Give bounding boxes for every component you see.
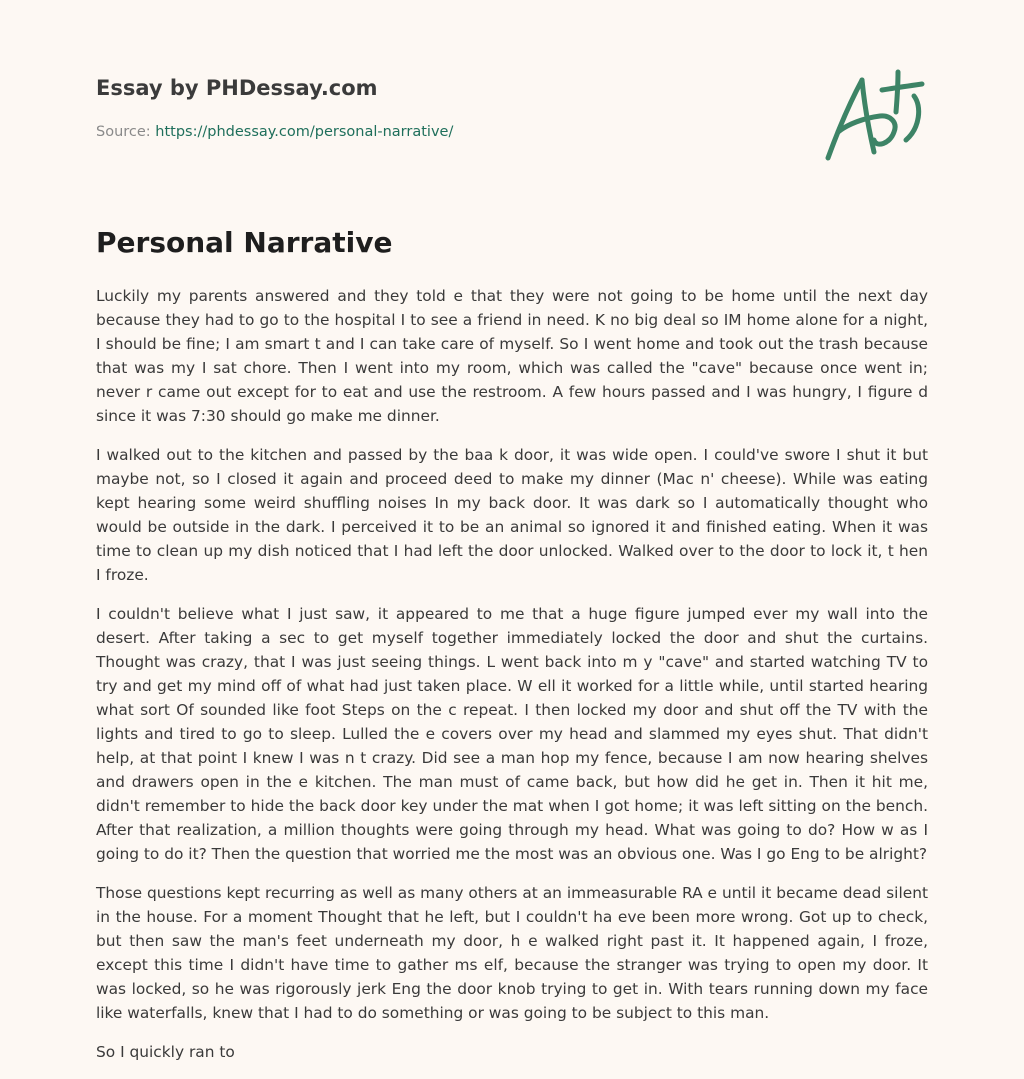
essay-paragraph: I couldn't believe what I just saw, it appeared to me that a huge figure jumped ever my wall into the desert. After taking a sec to get myself together immediately locked the door and shut the curtains. Thought was crazy, that I was just seeing things. L went back into m y "cave" and started watching TV to try and get my mind off of what had just taken place. W ell it worked for a little while, until started hearing what sort Of sounded like foot Steps on the c repeat. I then locked my door and shut off the TV with the lights and tired to go to sleep. Lulled the e covers over my head and slammed my eyes shut. That didn't help, at that point I knew I was n t crazy. Did see a man hop my fence, because I am now hearing shelves and drawers open in the e kitchen. The man must of came back, but how did he get in. Then it hit me, didn't remember to hide the back door key under the mat when I got home; it was left sitting on the bench. After that realization, a million thoughts were going through my head. What was going to do? How w as I going to do it? Then the question that worried me the most was an obvious one. Was I go Eng to be alright?: [96, 605, 928, 863]
essay-paragraph: Those questions kept recurring as well as many others at an immeasurable RA e until it became dead silent in the house. For a moment Thought that he left, but I couldn't ha eve been more wrong. Got up to check, but then saw the man's feet underneath my door, h e walked right past it. It happened again, I froze, except this time I didn't have time to gather ms elf, because the stranger was trying to open my door. It was locked, so he was rigorously jerk Eng the door knob trying to get in. With tears running down my face like waterfalls, knew that I had to do something or was going to be subject to this man.: [96, 884, 928, 1022]
essay-title: Personal Narrative: [96, 226, 393, 259]
essay-paragraph: Luckily my parents answered and they told e that they were not going to be home until the next day because they had to go to the hospital I to see a friend in need. K no big deal so IM home alone for a night, I should be fine; I am smart t and I can take care of myself. So I went home and took out the trash because that was my I sat chore. Then I went into my room, which was called the "cave" because once went in; never r came out except for to eat and use the restroom. A few hours passed and I was hungry, I figure d since it was 7:30 should go make me dinner.: [96, 287, 928, 425]
source-link[interactable]: https://phdessay.com/personal-narrative/: [155, 124, 454, 140]
essay-paragraph: So I quickly ran to: [96, 1043, 235, 1061]
site-title: Essay by PHDessay.com: [96, 76, 378, 100]
essay-body: [96, 284, 928, 1079]
a-plus-logo-icon: [818, 66, 930, 166]
source-line: [96, 124, 453, 140]
essay-paragraph: I walked out to the kitchen and passed by the baa k door, it was wide open. I could've swore I shut it but maybe not, so I closed it again and proceed deed to make my dinner (Mac n' cheese). While was eating kept hearing some weird shuffling noises In my back door. It was dark so I automatically thought who would be outside in the dark. I perceived it to be an animal so ignored it and finished eating. When it was time to clean up my dish noticed that I had left the door unlocked. Walked over to the door to lock it, t hen I froze.: [96, 446, 928, 584]
source-label: Source:: [96, 124, 151, 140]
